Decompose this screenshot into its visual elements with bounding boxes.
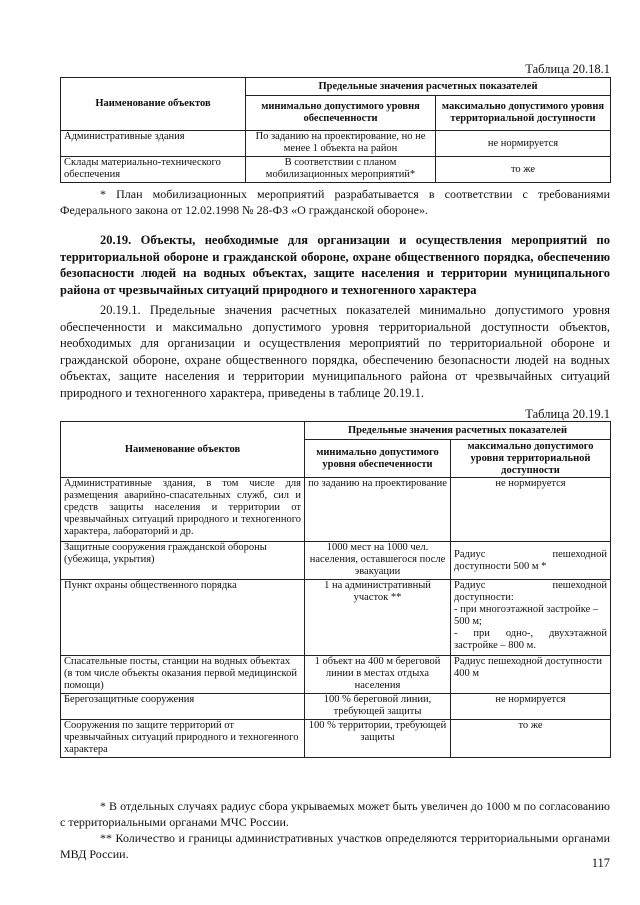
row-name: Пункт охраны общественного порядка <box>61 580 305 656</box>
row-max: то же <box>451 720 611 758</box>
row-max: Радиус пешеходной доступности 400 м <box>451 656 611 694</box>
row-name: Берегозащитные сооружения <box>61 694 305 720</box>
row-min: 1 на административный участок ** <box>305 580 451 656</box>
header-max: максимально допустимого уровня территориальной доступности <box>436 96 611 131</box>
row-min: В соответствии с планом мобилизационных мероприятий* <box>246 157 436 183</box>
header-max: максимально допустимого уровня территориальной доступности <box>451 440 611 478</box>
max-word-a: Радиус <box>454 580 486 591</box>
footnote: ** Количество и границы административных участков определяются территориальными органами МВД России. <box>60 831 610 861</box>
row-name: Спасательные посты, станции на водных объектах (в том числе объекты оказания первой медицинской помощи) <box>61 656 305 694</box>
table-caption: Таблица 20.18.1 <box>525 62 610 76</box>
section-heading: 20.19. Объекты, необходимые для организации и осуществления мероприятий по территориальной обороне и гражданской обороне, охране общественного порядка, обеспечению безопасности людей на водных объектах, защите населения и территории муниципального района от чрезвычайных ситуаций природного и техногенного характера <box>60 233 610 297</box>
header-group: Предельные значения расчетных показателей <box>246 78 611 96</box>
row-min: 1 объект на 400 м береговой линии в местах отдыха населения <box>305 656 451 694</box>
row-min: По заданию на проектирование, но не менее 1 объекта на район <box>246 131 436 157</box>
row-max <box>451 542 611 580</box>
row-max: не нормируется <box>451 478 611 542</box>
section-paragraph: 20.19.1. Предельные значения расчетных показателей минимально допустимого уровня обеспеченности и максимально допустимого уровня территориальной доступности объектов, необходимых для организации и осуществления мероприятий по территориальной обороне и гражданской обороне, охране общественного порядка, обеспечению безопасности людей на водных объектах, защите населения и территории муниципального района от чрезвычайных ситуаций природного и техногенного характера, приведены в таблице 20.19.1. <box>60 303 610 400</box>
max-line-c: доступности: <box>454 592 514 603</box>
max-line-c: доступности 500 м * <box>454 560 547 572</box>
table-caption: Таблица 20.19.1 <box>525 407 610 421</box>
row-min: 100 % береговой линии, требующей защиты <box>305 694 451 720</box>
footnote: * План мобилизационных мероприятий разрабатывается в соответствии с требованиями Федерального закона от 12.02.1998 № 28-ФЗ «О гражданской обороне». <box>60 187 610 217</box>
row-name: Склады материально-технического обеспечения <box>61 157 246 183</box>
row-max: не нормируется <box>451 694 611 720</box>
row-name: Административные здания <box>61 131 246 157</box>
row-min: 1000 мест на 1000 чел. населения, оставшегося после эвакуации <box>305 542 451 580</box>
header-group: Предельные значения расчетных показателей <box>305 422 611 440</box>
max-word-b: пешеходной <box>552 548 607 560</box>
footnote: * В отдельных случаях радиус сбора укрываемых может быть увеличен до 1000 м по согласованию с территориальными органами МЧС России. <box>60 799 610 829</box>
max-word-b: пешеходной <box>552 580 607 591</box>
row-min: 100 % территории, требующей защиты <box>305 720 451 758</box>
header-min: минимально допустимого уровня обеспеченности <box>246 96 436 131</box>
row-max: не нормируется <box>436 131 611 157</box>
header-name: Наименование объектов <box>61 78 246 131</box>
row-name: Защитные сооружения гражданской обороны (убежища, укрытия) <box>61 542 305 580</box>
header-name: Наименование объектов <box>61 422 305 478</box>
page-number: 117 <box>591 856 610 870</box>
max-line-d: - при многоэтажной застройке – 500 м; <box>454 604 599 627</box>
table-20-18-1 <box>60 77 611 183</box>
row-max <box>451 580 611 656</box>
table-20-19-1 <box>60 421 611 758</box>
row-name: Административные здания, в том числе для размещения аварийно-спасательных служб, сил и средств защиты населения и территории от чрезвычайных ситуаций природного и техногенного характера, лабораторий и др. <box>61 478 305 542</box>
row-min: по заданию на проектирование <box>305 478 451 542</box>
max-line-e: - при одно-, двухэтажной застройке – 800 м. <box>454 628 607 651</box>
row-name: Сооружения по защите территорий от чрезвычайных ситуаций природного и техногенного характера <box>61 720 305 758</box>
header-min: минимально допустимого уровня обеспеченности <box>305 440 451 478</box>
row-max: то же <box>436 157 611 183</box>
max-word-a: Радиус <box>454 548 486 560</box>
